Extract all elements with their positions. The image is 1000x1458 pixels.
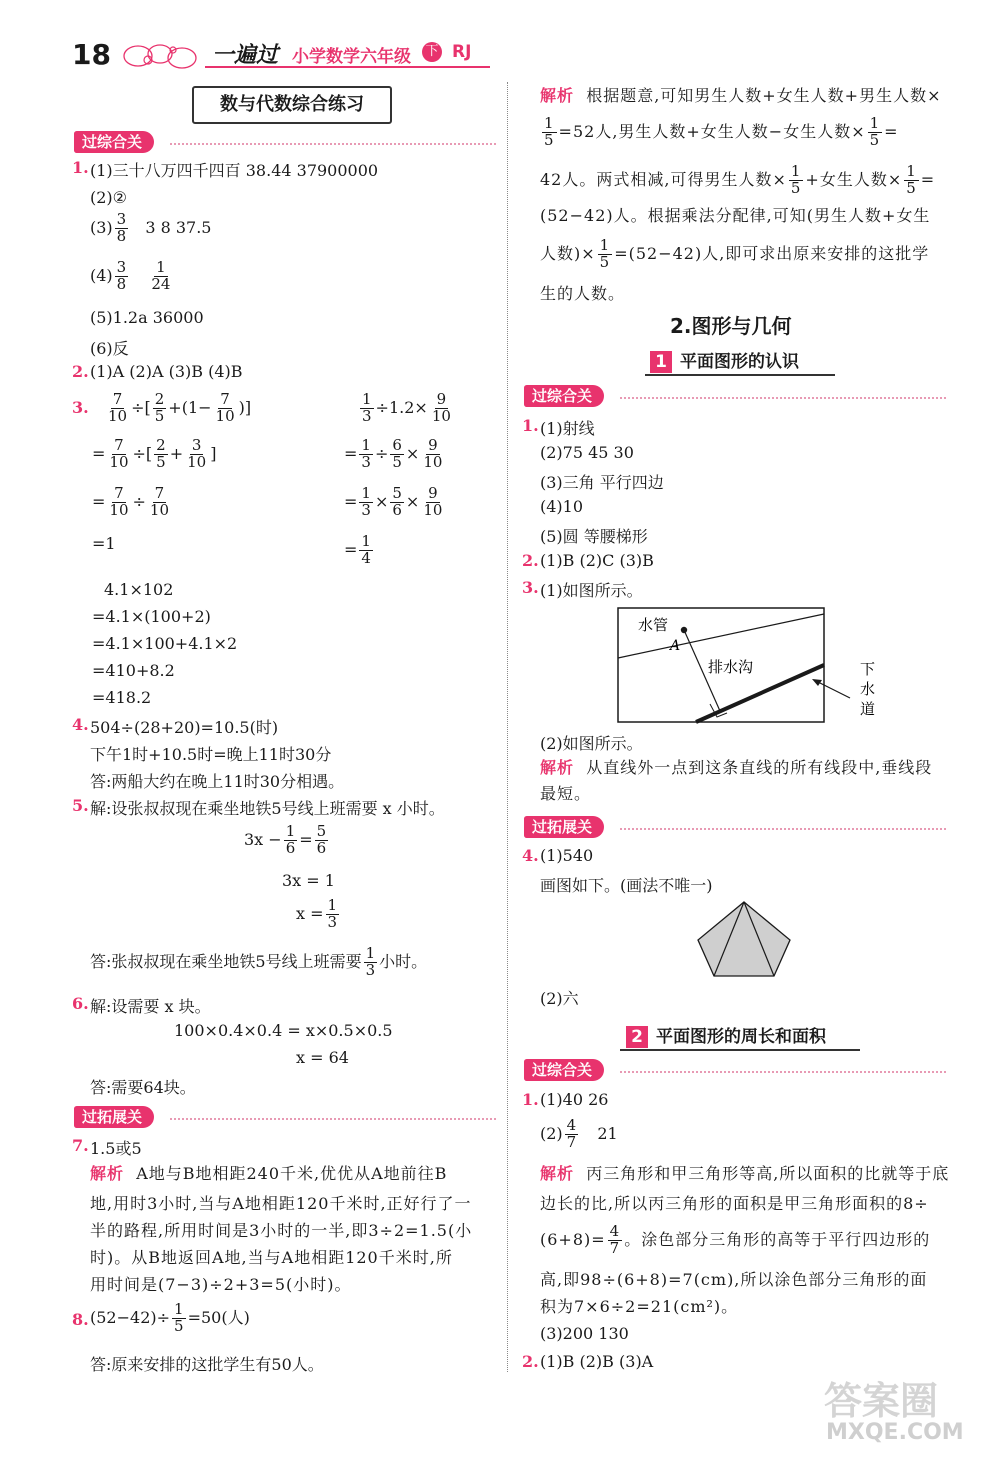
q1-part6: (6)反 (90, 339, 129, 358)
q4-line1: 504÷(28+20)=10.5(时) (90, 718, 279, 737)
badge-dots (170, 143, 496, 145)
q2-number: 2. (72, 362, 89, 381)
q3-number: 3. (72, 398, 89, 417)
q6-line2: 100×0.4×0.4 = x×0.5×0.5 (174, 1021, 393, 1040)
r-q4-part2: (2)六 (540, 989, 579, 1008)
subsection-underline-2 (620, 1049, 860, 1051)
q1-part1: (1)三十八万四千四百 38.44 37900000 (90, 161, 379, 180)
r-q6-number: 2. (522, 1352, 539, 1371)
q6-number: 6. (72, 994, 89, 1013)
q3a-line2: = $\frac{7}{10}$ ÷[ $\frac{2}{5}$ + $\frac{3}{10}$ ] (92, 436, 217, 471)
q3a-line1: $\frac{7}{10}$ ÷[ $\frac{2}{5}$ +(1− $\frac{7}{10}$ )] (108, 390, 252, 425)
q3b-line1: $\frac{1}{3}$ ÷1.2× $\frac{9}{10}$ (362, 390, 451, 425)
r-q6-answers: (1)B (2)B (3)A (540, 1352, 654, 1371)
sewer-arrowhead (812, 679, 822, 686)
q5-answer: 答:张叔叔现在乘坐地铁5号线上班需要 $\frac{1}{3}$ 小时。 (90, 944, 428, 979)
r-explain-6: 生的人数。 (540, 284, 626, 303)
page-number: 18 (72, 38, 111, 71)
badge-comprehensive: 过综合关 (524, 1059, 604, 1081)
q1-part2: (2)② (90, 188, 128, 207)
q1-number: 1. (72, 158, 89, 177)
r-q1-part2: (2)75 45 30 (540, 443, 634, 462)
q5-number: 5. (72, 796, 89, 815)
q4-line2: 下午1时+10.5时=晚上11时30分 (90, 745, 332, 764)
label-a: A (670, 638, 681, 654)
q1-part5: (5)1.2a 36000 (90, 308, 204, 327)
column-divider (507, 82, 508, 1372)
header-subject: 小学数学六年级 (292, 47, 411, 67)
q8-equation: (52−42)÷ $\frac{1}{5}$ =50(人) (90, 1300, 250, 1335)
q5-eq1: 3x − $\frac{1}{6}$ = $\frac{5}{6}$ (244, 822, 327, 857)
badge-dots (620, 828, 946, 830)
r-q5-explain-1: 解析 丙三角形和甲三角形等高,所以面积的比就等于底 (540, 1164, 950, 1183)
q3c-line1: 4.1×102 (104, 580, 174, 599)
section-heading-geometry: 2.图形与几何 (670, 314, 792, 338)
r-explain-5: 人数)× $\frac{1}{5}$ =(52−42)人,即可求出原来安排的这批学 (540, 236, 930, 271)
q3c-line3: =4.1×100+4.1×2 (92, 634, 238, 653)
r-q1-part3: (3)三角 平行四边 (540, 473, 664, 492)
q3b-line3: = $\frac{1}{3}$ × $\frac{5}{6}$ × $\frac{9}{10}$ (344, 484, 443, 519)
label-sewer-3: 道 (860, 700, 876, 718)
pipe-ditch-figure (600, 600, 900, 730)
section-title-box: 数与代数综合练习 (192, 86, 392, 124)
header-rule (205, 66, 490, 68)
header-volume-badge: 下 (422, 42, 442, 62)
q3c-line5: =418.2 (92, 688, 152, 707)
q6-line3: x = 64 (296, 1048, 349, 1067)
r-explain-1: 解析 根据题意,可知男生人数+女生人数+男生人数× (540, 86, 942, 105)
r-q4-part1: (1)540 (540, 846, 594, 865)
badge-extension: 过拓展关 (74, 1106, 154, 1128)
q7-explain-2: 地,用时3小时,当与A地相距120千米时,正好行了一 (90, 1194, 472, 1213)
q7-explain-3: 半的路程,所用时间是3小时的一半,即3÷2=1.5(小 (90, 1221, 473, 1240)
q3a-line4: =1 (92, 534, 116, 553)
watermark-logo: 答案圈 (824, 1379, 939, 1423)
label-sewer-1: 下 (860, 660, 876, 678)
r-q5-explain-5: 积为7×6÷2=21(cm²)。 (540, 1297, 739, 1316)
r-explain-3: 42人。两式相减,可得男生人数× $\frac{1}{5}$ +女生人数× $\frac{1}{5}$ = (540, 162, 936, 197)
badge-comprehensive: 过综合关 (74, 131, 154, 153)
q8-answer: 答:原来安排的这批学生有50人。 (90, 1355, 324, 1374)
label-sewer-2: 水 (860, 680, 876, 698)
badge-dots (170, 1118, 496, 1120)
subsection-heading-1: 1 平面图形的认识 (650, 347, 799, 373)
q3a-line3: = $\frac{7}{10}$ ÷ $\frac{7}{10}$ (92, 484, 169, 519)
r-q5-number: 1. (522, 1090, 539, 1109)
q3b-line4: = $\frac{1}{4}$ (344, 532, 371, 567)
header-edition: RJ (452, 42, 472, 62)
q7-explain-5: 用时间是(7−3)÷2+3=5(小时)。 (90, 1275, 352, 1294)
label-ditch: 排水沟 (708, 658, 754, 676)
r-q5-explain-4: 高,即98÷(6+8)=7(cm),所以涂色部分三角形的面 (540, 1270, 928, 1289)
badge-extension: 过拓展关 (524, 816, 604, 838)
q4-line3: 答:两船大约在晚上11时30分相遇。 (90, 772, 345, 791)
q5-eq3: x = $\frac{1}{3}$ (296, 896, 338, 931)
r-q5-part3: (3)200 130 (540, 1324, 629, 1343)
badge-dots (620, 1071, 946, 1073)
badge-comprehensive: 过综合关 (524, 385, 604, 407)
r-q5-part1: (1)40 26 (540, 1090, 609, 1109)
r-q1-part5: (5)圆 等腰梯形 (540, 527, 648, 546)
q7-explain-1: 解析 A地与B地相距240千米,优优从A地前往B (90, 1164, 448, 1183)
r-explain-2: $\frac{1}{5}$ =52人,男生人数+女生人数−女生人数× $\frac{1}{5}$ = (544, 114, 899, 149)
r-q1-part4: (4)10 (540, 497, 584, 516)
q4-number: 4. (72, 715, 89, 734)
q5-line1: 解:设张叔叔现在乘坐地铁5号线上班需要 x 小时。 (90, 799, 445, 818)
r-q3-explain-1: 解析 从直线外一点到这条直线的所有线段中,垂线段 (540, 758, 933, 777)
brand-logo: 一遍过 (212, 43, 279, 68)
point-a (681, 627, 687, 633)
badge-dots (620, 397, 946, 399)
q7-answer: 1.5或5 (90, 1139, 142, 1158)
decorative-flower-icon (118, 36, 208, 76)
q7-number: 7. (72, 1136, 89, 1155)
q8-number: 8. (72, 1310, 89, 1329)
subsection-underline-1 (645, 374, 835, 376)
r-q3-part1: (1)如图所示。 (540, 581, 643, 600)
q1-part3: (3) $\frac{3}{8}$ 3 8 37.5 (90, 210, 212, 245)
r-q5-explain-2: 边长的比,所以丙三角形的面积是甲三角形面积的8÷ (540, 1194, 929, 1213)
r-q2-answers: (1)B (2)C (3)B (540, 551, 654, 570)
r-q5-part2: (2) $\frac{4}{7}$ 21 (540, 1116, 618, 1151)
q6-line1: 解:设需要 x 块。 (90, 997, 211, 1016)
r-q5-explain-3: (6+8)= $\frac{4}{7}$ 。涂色部分三角形的高等于平行四边形的 (540, 1222, 931, 1257)
q2-answers: (1)A (2)A (3)B (4)B (90, 362, 243, 381)
r-q4-number: 4. (522, 846, 539, 865)
r-explain-4: (52−42)人。根据乘法分配律,可知(男生人数+女生 (540, 206, 931, 225)
subsection-heading-2: 2 平面图形的周长和面积 (626, 1022, 826, 1048)
r-q3-part2: (2)如图所示。 (540, 734, 643, 753)
q3c-line2: =4.1×(100+2) (92, 607, 211, 626)
r-q1-part1: (1)射线 (540, 419, 595, 438)
r-q3-explain-2: 最短。 (540, 784, 592, 803)
watermark-url: MXQE.COM (826, 1420, 964, 1445)
q6-line4: 答:需要64块。 (90, 1078, 196, 1097)
pentagon-shape (698, 902, 790, 976)
q7-explain-4: 时)。从B地返回A地,当与A地相距120千米时,所 (90, 1248, 453, 1267)
pentagon-figure (690, 896, 800, 982)
q5-eq2: 3x = 1 (282, 871, 335, 890)
q1-part4: (4) $\frac{3}{8}$ $\frac{1}{24}$ (90, 258, 171, 293)
label-pipe: 水管 (638, 616, 669, 634)
r-q1-number: 1. (522, 416, 539, 435)
q3b-line2: = $\frac{1}{3}$ ÷ $\frac{6}{5}$ × $\frac{9}{10}$ (344, 436, 443, 471)
q3c-line4: =410+8.2 (92, 661, 175, 680)
r-q4-part1b: 画图如下。(画法不唯一) (540, 876, 713, 895)
r-q2-number: 2. (522, 551, 539, 570)
r-q3-number: 3. (522, 578, 539, 597)
